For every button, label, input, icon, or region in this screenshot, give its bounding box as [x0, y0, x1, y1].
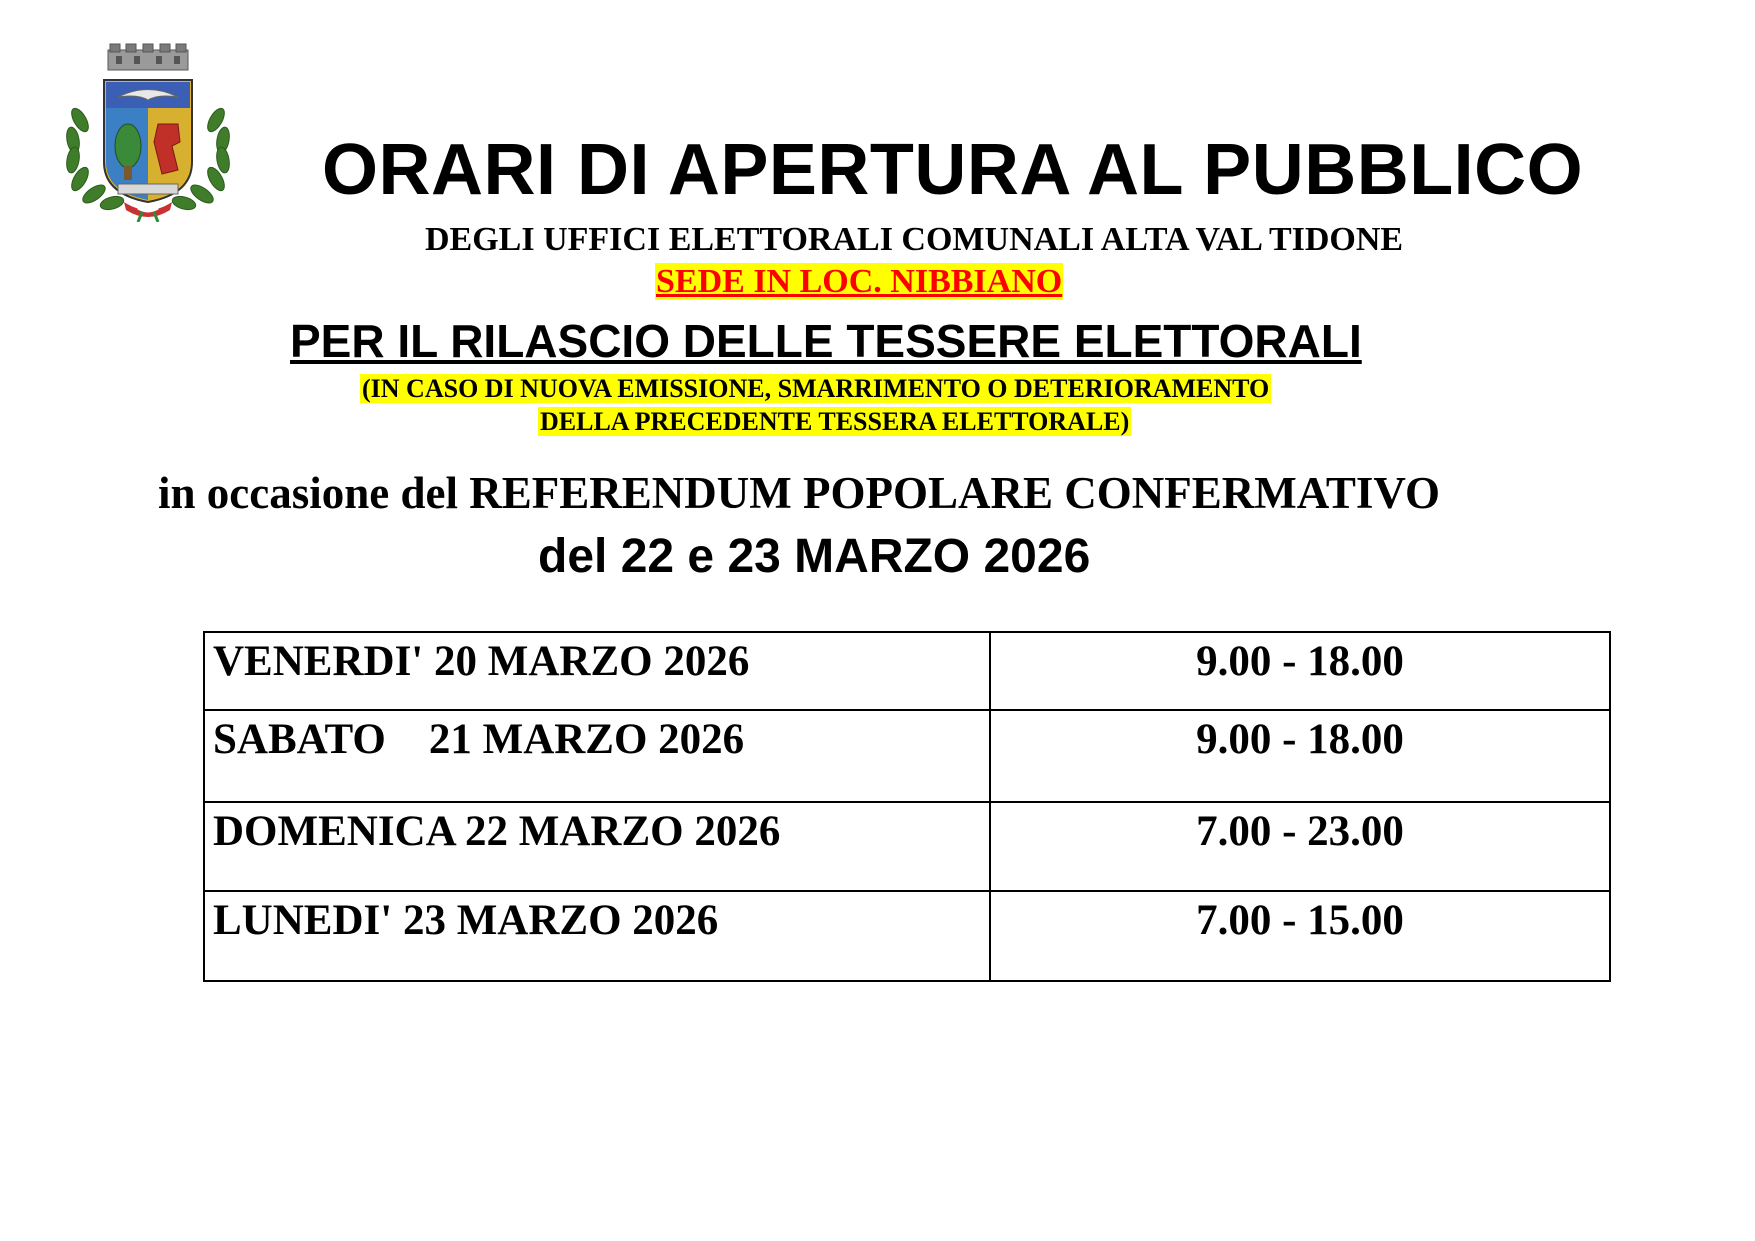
schedule-hours: 9.00 - 18.00: [990, 632, 1610, 710]
schedule-day: SABATO 21 MARZO 2026: [204, 710, 990, 802]
purpose-note-line-1: [360, 372, 1271, 406]
coat-of-arms-icon: [58, 42, 238, 222]
seat-location-text: SEDE IN LOC. NIBBIANO: [656, 263, 1063, 300]
occasion-dates: del 22 e 23 MARZO 2026: [538, 530, 1091, 583]
schedule-hours: 7.00 - 23.00: [990, 802, 1610, 891]
schedule-hours: 7.00 - 15.00: [990, 891, 1610, 981]
occasion-text: in occasione del REFERENDUM POPOLARE CONFERMATIVO: [158, 468, 1440, 518]
purpose-note-line-2-text: DELLA PRECEDENTE TESSERA ELETTORALE): [540, 407, 1130, 436]
schedule-table: [203, 631, 1611, 982]
schedule-day: VENERDI' 20 MARZO 2026: [204, 632, 990, 710]
offices-subtitle: DEGLI UFFICI ELETTORALI COMUNALI ALTA VAL TIDONE: [425, 221, 1404, 258]
page-title: ORARI DI APERTURA AL PUBBLICO: [322, 130, 1584, 210]
purpose-heading: PER IL RILASCIO DELLE TESSERE ELETTORALI: [290, 315, 1362, 367]
seat-location: [655, 263, 1063, 301]
schedule-hours: 9.00 - 18.00: [990, 710, 1610, 802]
purpose-note-line-2: [538, 405, 1131, 439]
schedule-day: LUNEDI' 23 MARZO 2026: [204, 891, 990, 981]
schedule-day: DOMENICA 22 MARZO 2026: [204, 802, 990, 891]
table-row: [204, 802, 1610, 891]
table-row: [204, 891, 1610, 981]
table-row: [204, 632, 1610, 710]
purpose-note-line-1-text: (IN CASO DI NUOVA EMISSIONE, SMARRIMENTO O DETERIORAMENTO: [362, 374, 1270, 403]
table-row: [204, 710, 1610, 802]
